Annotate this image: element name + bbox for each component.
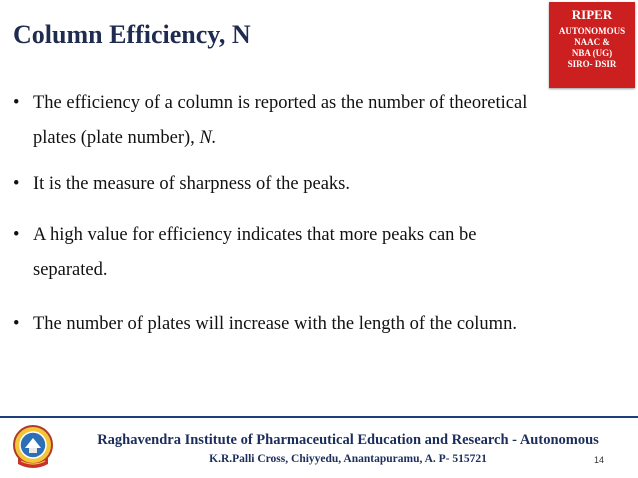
bullet-marker: •	[13, 225, 20, 245]
bullet-text: A high value for efficiency indicates that more peaks can be	[33, 225, 477, 245]
badge-line: SIRO- DSIR	[567, 59, 617, 69]
footer-address: K.R.Palli Cross, Chiyyedu, Anantapuramu, A. P- 515721	[209, 453, 487, 465]
bullet-continuation	[33, 127, 527, 149]
footer-divider	[0, 416, 638, 418]
bullet-marker: •	[13, 314, 20, 334]
bullet-item	[13, 173, 350, 195]
bullet-continuation: separated.	[33, 260, 108, 280]
footer-institute-name: Raghavendra Institute of Pharmaceutical Education and Research - Autonomous	[97, 432, 599, 448]
bullet-item	[13, 224, 477, 281]
bullet-item	[13, 92, 527, 149]
bullet-continuation-text: plates (plate number),	[33, 128, 200, 148]
badge-line: AUTONOMOUS	[558, 26, 626, 36]
badge-line: NAAC &	[574, 37, 610, 47]
institute-emblem-icon	[12, 424, 54, 470]
bullet-marker: •	[13, 93, 20, 113]
slide-title: Column Efficiency, N	[13, 20, 251, 49]
page-number: 14	[594, 455, 605, 465]
bullet-text: The efficiency of a column is reported as the number of theoretical	[33, 93, 528, 113]
bullet-marker: •	[13, 174, 20, 194]
riper-badge	[549, 2, 635, 88]
variable-n: N.	[199, 128, 217, 148]
bullet-text: The number of plates will increase with the length of the column.	[33, 314, 517, 334]
bullet-text: It is the measure of sharpness of the peaks.	[33, 174, 350, 194]
bullet-item	[13, 313, 517, 335]
badge-line: NBA (UG)	[571, 48, 613, 58]
badge-title: RIPER	[571, 7, 613, 22]
